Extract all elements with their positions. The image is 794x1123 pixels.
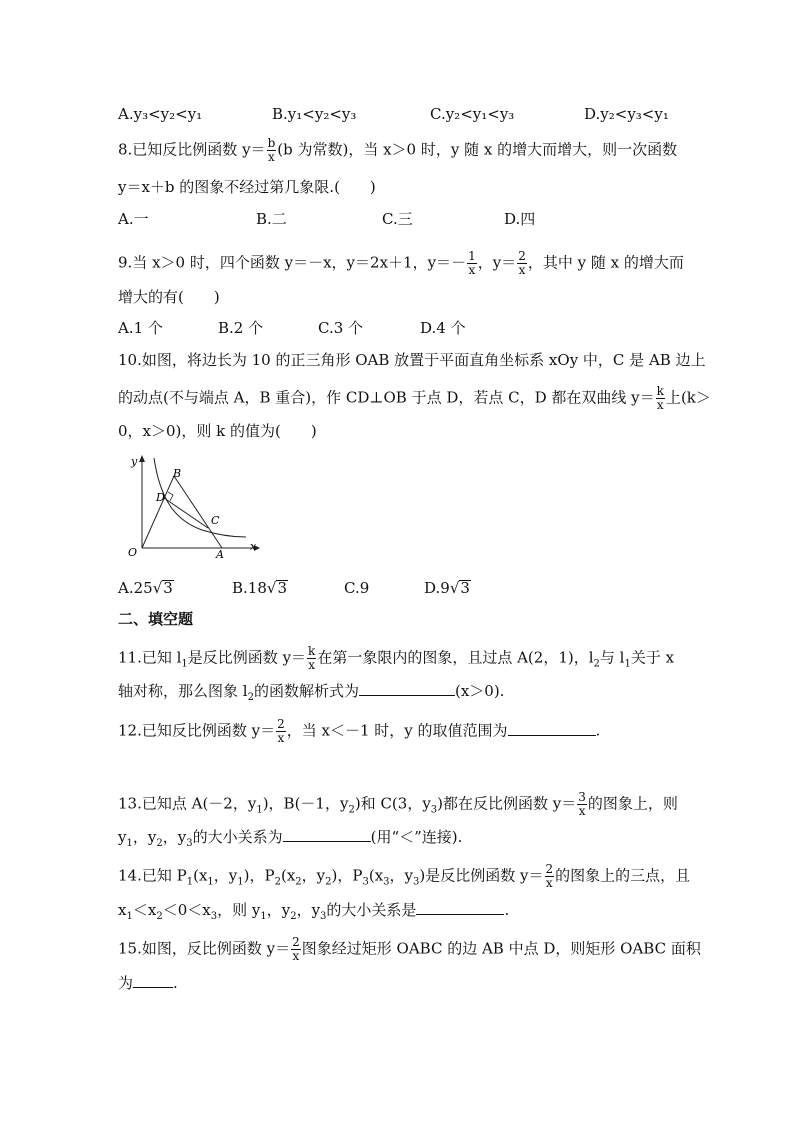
y-axis-arrow xyxy=(139,455,145,462)
q8-option-a: A.一 xyxy=(118,210,149,228)
q10-figure xyxy=(118,450,268,570)
q13-line1: 13.已知点 A(－2，$y_1$)，B(－1，$y_2$)和 C(3，$y_3$)都在反比例函数 y＝ $\frac{3}{x}$ 的图象上，则 xyxy=(118,790,678,818)
label-b: B xyxy=(173,467,182,480)
q9-option-d: D.4 个 xyxy=(420,319,466,337)
q14-line2: $x_1<x_2<0<x_3$，则 $y_1$，$y_2$，$y_3$的大小关系是 . xyxy=(118,901,510,922)
q7-option-d: D.y₂<y₃<y₁ xyxy=(584,105,669,123)
q7-option-a: A.y₃<y₂<y₁ xyxy=(118,105,203,123)
q15-answer-blank xyxy=(133,973,173,988)
q8-option-c: C.三 xyxy=(382,210,413,228)
q9-option-a: A.1 个 xyxy=(118,319,163,337)
q7-option-b: B.y₁<y₂<y₃ xyxy=(272,105,357,123)
q10-option-b: B.18√3 xyxy=(232,579,287,597)
q12-line: 12.已知反比例函数 y＝ $\frac{2}{x}$ ，当 x＜－1 时，y 的取值范围为 . xyxy=(118,717,601,745)
label-a: A xyxy=(216,548,224,561)
q8-option-b: B.二 xyxy=(256,210,287,228)
q8-fraction: $\frac{b}{x}$ xyxy=(267,136,276,164)
q10-line3: 0，x＞0)，则 k 的值为( ) xyxy=(118,422,317,440)
q15-line1: 15.如图，反比例函数 y＝ $\frac{2}{x}$ 图象经过矩形 OABC 的边 AB 中点 D，则矩形 OABC 面积 xyxy=(118,935,701,963)
q14-answer-blank xyxy=(416,900,504,915)
q7-option-c: C.y₂<y₁<y₃ xyxy=(430,105,515,123)
q10-line2: 的动点(不与端点 A，B 重合)，作 CD⊥OB 于点 D，若点 C，D 都在双曲线 y＝ $\frac{k}{x}$ 上(k＞ xyxy=(118,384,711,412)
label-x: x xyxy=(250,540,257,553)
label-c: C xyxy=(211,514,220,527)
q14-line1: 14.已知 $P_1(x_1$，$y_1$)，$P_2(x_2$，$y_2$)，$P_3(x_3$，$y_3$)是反比例函数 y＝ $\frac{2}{x}$ 的图象上的三点，且 xyxy=(118,862,691,890)
q15-line2: 为 . xyxy=(118,974,178,992)
q8-option-d: D.四 xyxy=(504,210,536,228)
q10-option-c: C.9 xyxy=(344,579,370,597)
label-o: O xyxy=(128,546,138,559)
triangle-oab xyxy=(142,476,222,548)
q12-answer-blank xyxy=(508,721,596,736)
q11-line2: 轴对称，那么图象 $l_2$的函数解析式为 (x＞0). xyxy=(118,682,505,703)
q9-line1: 9.当 x＞0 时，四个函数 y＝－x，y＝2x＋1，y＝－ $\frac{1}{x}$ ，y＝ $\frac{2}{x}$ ，其中 y 随 x 的增大而 xyxy=(118,249,684,277)
segment-cd xyxy=(164,498,208,528)
q11-answer-blank xyxy=(359,681,455,696)
q10-line1: 10.如图，将边长为 10 的正三角形 OAB 放置于平面直角坐标系 xOy 中，C 是 AB 边上 xyxy=(118,351,706,369)
q8-line2: y＝x＋b 的图象不经过第几象限.( ) xyxy=(118,178,376,196)
right-angle-mark xyxy=(168,492,173,501)
q13-line2: $y_1$，$y_2$，$y_3$的大小关系为 (用“＜”连接). xyxy=(118,828,463,849)
q8-line1: 8.已知反比例函数 y＝ $\frac{b}{x}$ (b 为常数)，当 x＞0 时，y 随 x 的增大而增大，则一次函数 xyxy=(118,136,678,164)
q10-option-d: D.9√3 xyxy=(424,579,470,597)
hyperbola-curve xyxy=(154,458,246,537)
label-y: y xyxy=(131,455,138,468)
q11-line1: 11.已知 $l_1$是反比例函数 y＝ $\frac{k}{x}$ 在第一象限内的图象，且过点 A(2，1)，$l_2$与 $l_1$关于 x xyxy=(118,644,675,672)
q9-option-c: C.3 个 xyxy=(318,319,364,337)
q10-option-a: A.25√3 xyxy=(118,579,173,597)
q13-answer-blank xyxy=(283,827,371,842)
q9-option-b: B.2 个 xyxy=(218,319,264,337)
label-d: D xyxy=(156,491,165,504)
section-heading: 二、填空题 xyxy=(118,610,194,628)
q9-line2: 增大的有( ) xyxy=(118,288,220,306)
